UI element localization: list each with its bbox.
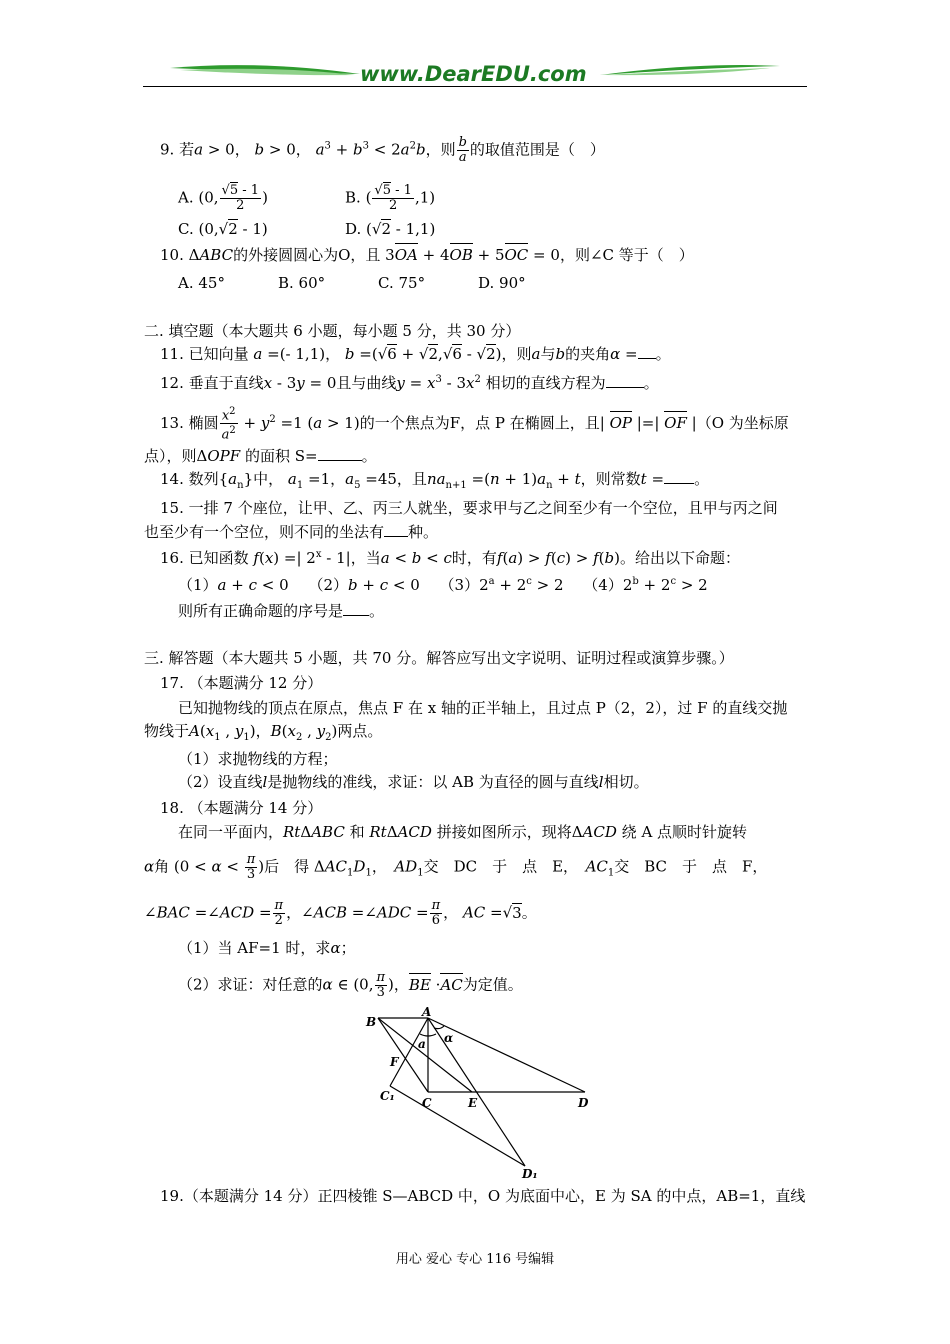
q10-option-d: D. 90° — [478, 274, 526, 292]
label-A: A — [422, 1006, 432, 1019]
page-footer: 用心 爱心 专心 116 号编辑 — [395, 1252, 555, 1267]
q18-line-1: 在同一平面内，RtΔABC 和 RtΔACD 拼接如图所示，现将ΔACD 绕 A 点顺时针旋转 — [178, 823, 748, 841]
label-B: B — [366, 1015, 377, 1029]
q10-option-c: C. 75° — [378, 274, 426, 292]
label-D: D — [578, 1096, 589, 1110]
q9-option-c: C. (0,√2 - 1) — [178, 220, 268, 238]
section-3-title: 三. 解答题（本大题共 5 小题，共 70 分。解答应写出文字说明、证明过程或演算步骤。） — [144, 649, 734, 667]
question-16: 16. 已知函数 f(x) =| 2$^x$ - 1|，当a < b < c时，有f(a) > f(c) > f(b)。给出以下命题： — [160, 549, 740, 567]
segment-C1D1 — [390, 1086, 525, 1166]
q18-line-3: ∠BAC =∠ACD = $\frac{\pi}{2}$ ，∠ACB =∠ADC = $\frac{\pi}{6}$ ， AC =√3。 — [144, 898, 537, 928]
label-F: F — [390, 1055, 399, 1069]
q9-option-d: D. (√2 - 1,1) — [345, 220, 436, 238]
question-15-line-1: 15. 一排 7 个座位，让甲、乙、丙三人就坐，要求甲与乙之间至少有一个空位，且甲与丙之间 — [160, 499, 778, 517]
q17-line-1: 已知抛物线的顶点在原点，焦点 F 在 x 轴的正半轴上，且过点 P（2，2），过 F 的直线交抛 — [178, 699, 788, 717]
q17-head: 17. （本题满分 12 分） — [160, 674, 323, 692]
q9-option-b: B. ( $\frac{√5 - 1}{2}$ ,1) — [345, 183, 436, 213]
label-E: E — [468, 1096, 478, 1110]
question-13: 13. 椭圆 $\frac{x^2}{a^2}$ + $y^2 =1$ (a > 1)的一个焦点为F，点 P 在椭圆上，且| OP |=| OF |（O 为坐标原 — [160, 406, 789, 443]
question-14: 14. 数列$\{a_n\}$中， $a_1 =1$，$a_5 =45$，且$na_{n+1} =(n + 1)a_n + t$，则常数t = 。 — [160, 470, 710, 491]
label-alpha: α — [444, 1031, 454, 1045]
angle-arc-right — [434, 1026, 444, 1029]
q9-option-a: A. (0, $\frac{√5 - 1}{2}$ ) — [178, 183, 268, 213]
site-logo-text[interactable]: www.DearEDU.com — [360, 62, 587, 86]
header-rule — [143, 86, 807, 87]
q18-sub-1: （1）当 AF=1 时，求α； — [178, 939, 356, 957]
q10-option-a: A. 45° — [178, 274, 225, 292]
geometry-figure — [360, 1006, 600, 1180]
question-13-cont: 点），则ΔOPF 的面积 S= 。 — [144, 447, 377, 465]
question-16-propositions: （1）a + c < 0 （2）b + c < 0 $(3)2^a + 2^c > 2$ $(4)2^b + 2^c > 2$ — [178, 576, 708, 594]
q18-head: 18. （本题满分 14 分） — [160, 799, 323, 817]
question-9: 9. 若a > 0， b > 0， $a^3 + b^3 < 2a^2b$，则 $\frac{b}{a}$ 的取值范围是（ ） — [160, 135, 605, 165]
section-2-title: 二. 填空题（本大题共 6 小题，每小题 5 分，共 30 分） — [144, 322, 521, 340]
question-10: 10. ΔABC的外接圆圆心为O，且 3OA + 4OB + 5OC = 0，则∠C 等于（ ） — [160, 246, 694, 264]
q18-line-2: α角 (0 < α < $\frac{\pi}{3}$ )后 得 $\Delta AC_1D_1$， $AD_1$交 DC 于 点 E， $AC_1$交 BC 于 点 F， — [144, 852, 768, 882]
question-15-line-2: 也至少有一个空位，则不同的坐法有 种。 — [144, 523, 439, 541]
label-C1: C₁ — [380, 1089, 395, 1103]
q17-sub-2: （2）设直线l是抛物线的准线，求证：以 AB 为直径的圆与直线l相切。 — [178, 773, 649, 791]
label-D1: D₁ — [522, 1167, 538, 1180]
segment-BC — [378, 1018, 428, 1092]
q18-sub-2: （2）求证：对任意的α ∈ (0, $\frac{\pi}{3}$ )，BE ·AC为定值。 — [178, 970, 523, 1000]
q10-option-b: B. 60° — [278, 274, 326, 292]
question-16-last: 则所有正确命题的序号是 。 — [178, 602, 385, 620]
q17-sub-1: （1）求抛物线的方程； — [178, 750, 338, 768]
question-11: 11. 已知向量 a =(- 1,1)， b =(√6 + √2,√6 - √2)，则a与b的夹角α = 。 — [160, 345, 671, 363]
segment-AC1 — [390, 1018, 428, 1086]
question-19-line-1: 19.（本题满分 14 分）正四棱锥 S—ABCD 中，O 为底面中心，E 为 SA 的中点，AB=1，直线 — [160, 1187, 806, 1205]
label-a: a — [418, 1037, 426, 1051]
label-C: C — [422, 1096, 432, 1110]
question-12: 12. 垂直于直线x - 3y = 0且与曲线$y = x^3 - 3x^2$ 相切的直线方程为 。 — [160, 374, 659, 392]
q17-line-2: 物线于$A(x_1$ , $y_1$)，$B(x_2$ , $y_2$)两点。 — [144, 722, 383, 743]
